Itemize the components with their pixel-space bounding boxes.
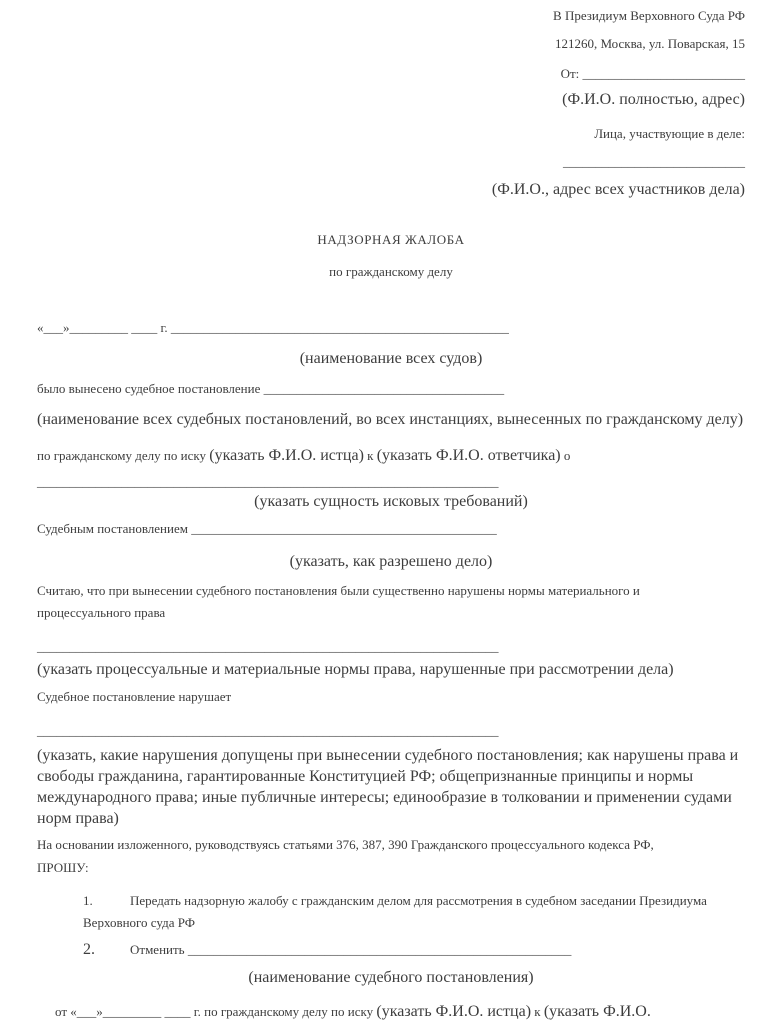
violation-paragraph [37,580,745,624]
hint-violations-line-2: свободы гражданина, гарантированные Конституцией РФ; общепризнанные принципы и нормы [37,768,694,785]
request-label: ПРОШУ: [37,860,89,875]
hint-rulings: (наименование всех судебных постановлений, во всех инстанциях, вынесенных по гражданскому делу) [37,411,744,428]
hint-courts: (наименование всех судов) [299,350,483,367]
decision-line [37,519,745,539]
item-2-number: 2. [83,941,95,958]
hint-resolution: (указать, как разрешено дело) [289,553,493,570]
claim-plaintiff-hint: (указать Ф.И.О. истца) [209,447,364,464]
item-1-number: 1. [83,893,93,908]
petition-item-1-line-2: Верховного суда РФ [83,915,195,930]
violates-line: Судебное постановление нарушает [37,689,232,704]
ruling-line [37,379,745,399]
document-title: НАДЗОРНАЯ ЖАЛОБА [317,232,465,247]
header-court-line: В Президиум Верховного Суда РФ [553,8,745,23]
hint-ruling-name: (наименование судебного постановления) [248,969,534,986]
claim-text-1: по гражданскому делу по иску [37,448,210,463]
date-line [37,318,745,338]
blank-line-1: _______________________________________________________________________ [37,474,499,489]
hint-norms: (указать процессуальные и материальные нормы права, нарушенные при рассмотрении дела) [37,661,674,678]
petition-item-1-line-1 [83,890,745,912]
hint-violations-line-3: международного права; иные публичные интересы; единообразие в толковании и применении судами [37,789,732,806]
petition-item-2 [83,938,745,962]
claim-text-2: к [363,448,377,463]
final-plaintiff-hint: (указать Ф.И.О. истца) [376,1003,532,1020]
hint-claims: (указать сущность исковых требований) [254,493,528,510]
document-header [37,6,745,202]
blank-line-2: _______________________________________________________________________ [37,639,499,654]
item-2-text: Отменить [130,942,188,957]
basis-line: На основании изложенного, руководствуясь статьями 376, 387, 390 Гражданского процессуального кодекса РФ, [37,837,654,852]
ruling-text: было вынесено судебное постановление [37,381,264,396]
claim-defendant-hint: (указать Ф.И.О. ответчика) [376,447,561,464]
hint-violations-line-1: (указать, какие нарушения допущены при вынесении судебного постановления; как нарушены права и [37,747,739,764]
from-label: От: [560,66,583,81]
from-line [37,64,745,84]
header-address-line: 121260, Москва, ул. Поварская, 15 [554,36,745,51]
violation-paragraph-line-2: процессуального права [37,605,166,620]
final-text-2: к [531,1004,544,1019]
final-text-1: от «___»_________ ____ г. по гражданскому делу по иску [55,1004,377,1019]
decision-blank-line: _______________________________________________ [191,521,497,536]
hint-violations-line-4: норм права) [37,810,119,827]
decision-text: Судебным постановлением [37,521,192,536]
claim-text-3: о [560,448,571,463]
final-defendant-hint: (указать Ф.И.О. [543,1003,651,1020]
blank-line-3: _______________________________________________________________________ [37,723,499,738]
parties-label: Лица, участвующие в деле: [594,126,745,141]
claim-line [37,444,745,468]
from-hint: (Ф.И.О. полностью, адрес) [562,91,745,108]
ruling-blank-line: _____________________________________ [263,381,505,396]
hint-violations [37,745,745,829]
date-blank-line: ____________________________________________________ [170,320,509,335]
parties-blank-line: ____________________________ [563,154,745,169]
from-blank-line: _________________________ [582,66,745,81]
final-line [37,1000,745,1024]
item-1-text: Передать надзорную жалобу с гражданским делом для рассмотрения в судебном заседании Президиума [130,893,707,908]
date-prefix: «___»_________ ____ г. [37,320,171,335]
item-2-blank-line: ___________________________________________________________ [187,942,572,957]
petition-item-1 [83,890,745,934]
parties-hint: (Ф.И.О., адрес всех участников дела) [491,181,745,198]
document-subtitle: по гражданскому делу [329,264,453,279]
violation-paragraph-line-1: Считаю, что при вынесении судебного постановления были существенно нарушены нормы материального и [37,583,640,598]
